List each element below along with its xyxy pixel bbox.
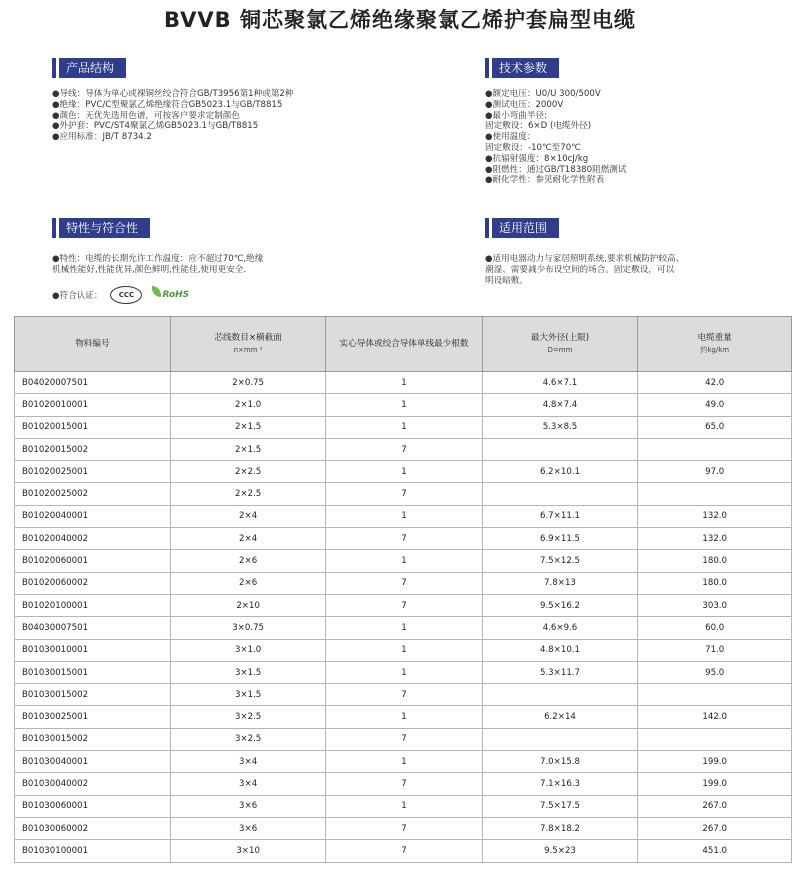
cell-cores-section: 3×4 bbox=[170, 773, 326, 795]
cell-material-code: B04030007501 bbox=[15, 617, 171, 639]
cell-material-code: B01030060002 bbox=[15, 817, 171, 839]
table-row bbox=[15, 483, 792, 505]
cell-cable-weight bbox=[638, 438, 792, 460]
structure-line: ●导线：导体为单心或裸铜丝绞合符合GB/T3956第1种或第2种 bbox=[52, 89, 294, 99]
cell-cable-weight: 42.0 bbox=[638, 372, 792, 394]
cell-max-diameter bbox=[482, 684, 638, 706]
cell-min-strands: 7 bbox=[326, 773, 482, 795]
cell-cable-weight: 180.0 bbox=[638, 572, 792, 594]
table-row bbox=[15, 550, 792, 572]
scope-line: 潮湿、需要减少布设空间的场合。固定敷设，可以 bbox=[485, 264, 675, 275]
ccc-mark-icon: CCC bbox=[110, 286, 142, 304]
cell-min-strands: 1 bbox=[326, 372, 482, 394]
cell-max-diameter: 7.5×12.5 bbox=[482, 550, 638, 572]
cell-max-diameter: 6.2×14 bbox=[482, 706, 638, 728]
header-min-strands: 实心导体或绞合导体单线最少根数 bbox=[326, 317, 482, 372]
structure-line: ●颜色：无优先选用色谱，可按客户要求定制颜色 bbox=[52, 110, 240, 121]
structure-line: ●应用标准：JB/T 8734.2 bbox=[52, 132, 152, 143]
cell-cores-section: 3×1.0 bbox=[170, 639, 326, 661]
cell-cable-weight bbox=[638, 684, 792, 706]
cell-cores-section: 3×6 bbox=[170, 795, 326, 817]
cell-material-code: B01020010001 bbox=[15, 394, 171, 416]
cell-material-code: B01030040002 bbox=[15, 773, 171, 795]
cell-material-code: B01020015001 bbox=[15, 416, 171, 438]
cell-cores-section: 3×2.5 bbox=[170, 728, 326, 750]
cell-cable-weight bbox=[638, 483, 792, 505]
cell-min-strands: 7 bbox=[326, 438, 482, 460]
cell-cable-weight: 71.0 bbox=[638, 639, 792, 661]
cell-cable-weight: 267.0 bbox=[638, 817, 792, 839]
cell-max-diameter: 4.8×10.1 bbox=[482, 639, 638, 661]
table-row bbox=[15, 617, 792, 639]
cell-max-diameter: 9.5×16.2 bbox=[482, 594, 638, 616]
features-line: ●特性：电缆的长期允许工作温度：应不超过70℃,绝缘 bbox=[52, 254, 264, 264]
cell-cores-section: 3×6 bbox=[170, 817, 326, 839]
table-row bbox=[15, 594, 792, 616]
rohs-mark-icon: RoHS bbox=[152, 290, 189, 300]
cell-min-strands: 1 bbox=[326, 706, 482, 728]
cell-cores-section: 2×10 bbox=[170, 594, 326, 616]
cell-cable-weight: 180.0 bbox=[638, 550, 792, 572]
table-row bbox=[15, 817, 792, 839]
section-heading-features: 特性与符合性 bbox=[52, 218, 150, 238]
structure-line: ●绝缘：PVC/C型聚氯乙烯绝缘符合GB5023.1与GB/T8815 bbox=[52, 99, 283, 110]
cell-min-strands: 7 bbox=[326, 572, 482, 594]
cell-cores-section: 2×4 bbox=[170, 528, 326, 550]
features-line: 机械性能好,性能优异,颜色鲜明,性能佳,使用更安全. bbox=[52, 264, 247, 275]
cell-material-code: B01030025001 bbox=[15, 706, 171, 728]
cell-min-strands: 1 bbox=[326, 661, 482, 683]
cell-min-strands: 1 bbox=[326, 461, 482, 483]
params-line: 固定敷设：-10℃至70℃ bbox=[485, 142, 581, 153]
cell-cores-section: 2×1.0 bbox=[170, 394, 326, 416]
cell-min-strands: 1 bbox=[326, 639, 482, 661]
params-line: ●最小弯曲半径: bbox=[485, 110, 547, 121]
cell-min-strands: 1 bbox=[326, 394, 482, 416]
cell-cores-section: 3×0.75 bbox=[170, 617, 326, 639]
cell-cable-weight: 199.0 bbox=[638, 773, 792, 795]
cell-cable-weight: 142.0 bbox=[638, 706, 792, 728]
features-list bbox=[52, 254, 263, 276]
cell-cores-section: 2×4 bbox=[170, 505, 326, 527]
section-heading-scope: 适用范围 bbox=[485, 218, 559, 238]
cell-cores-section: 3×4 bbox=[170, 751, 326, 773]
cell-max-diameter: 4.8×7.4 bbox=[482, 394, 638, 416]
cell-material-code: B04020007501 bbox=[15, 372, 171, 394]
cell-material-code: B01030100001 bbox=[15, 840, 171, 862]
cell-material-code: B01030015002 bbox=[15, 728, 171, 750]
cell-cores-section: 3×1.5 bbox=[170, 684, 326, 706]
cell-min-strands: 7 bbox=[326, 528, 482, 550]
cell-max-diameter: 4.6×9.6 bbox=[482, 617, 638, 639]
table-row bbox=[15, 706, 792, 728]
table-row bbox=[15, 372, 792, 394]
structure-list bbox=[52, 89, 293, 143]
table-row bbox=[15, 416, 792, 438]
cell-min-strands: 1 bbox=[326, 751, 482, 773]
cell-max-diameter: 9.5×23 bbox=[482, 840, 638, 862]
section-heading-structure: 产品结构 bbox=[52, 58, 126, 78]
cell-max-diameter: 5.3×8.5 bbox=[482, 416, 638, 438]
cell-min-strands: 7 bbox=[326, 840, 482, 862]
cell-material-code: B01020060002 bbox=[15, 572, 171, 594]
certification-row bbox=[52, 286, 189, 304]
cell-max-diameter bbox=[482, 438, 638, 460]
cell-material-code: B01030040001 bbox=[15, 751, 171, 773]
cell-material-code: B01020025001 bbox=[15, 461, 171, 483]
cell-cores-section: 3×2.5 bbox=[170, 706, 326, 728]
cell-max-diameter: 7.1×16.3 bbox=[482, 773, 638, 795]
cell-material-code: B01020040002 bbox=[15, 528, 171, 550]
cell-material-code: B01020060001 bbox=[15, 550, 171, 572]
table-row bbox=[15, 394, 792, 416]
cell-max-diameter bbox=[482, 483, 638, 505]
params-line: 固定敷设：6×D (电缆外径) bbox=[485, 121, 592, 132]
params-line: ●阻燃性：通过GB/T18380阻燃测试 bbox=[485, 164, 627, 175]
cell-material-code: B01020015002 bbox=[15, 438, 171, 460]
cell-cable-weight: 303.0 bbox=[638, 594, 792, 616]
cell-material-code: B01020040001 bbox=[15, 505, 171, 527]
params-line: ●使用温度： bbox=[485, 132, 536, 143]
table-row bbox=[15, 840, 792, 862]
header-cores-section: 芯线数目×横截面 n×mm ² bbox=[170, 317, 326, 372]
structure-line: ●外护套：PVC/ST4聚氯乙烯GB5023.1与GB/T8815 bbox=[52, 121, 259, 132]
scope-list bbox=[485, 254, 684, 286]
cell-min-strands: 7 bbox=[326, 684, 482, 706]
cell-cores-section: 2×6 bbox=[170, 550, 326, 572]
table-header-row bbox=[15, 317, 792, 372]
cell-cable-weight: 60.0 bbox=[638, 617, 792, 639]
params-line: ●测试电压：2000V bbox=[485, 99, 564, 110]
cell-min-strands: 1 bbox=[326, 416, 482, 438]
cell-material-code: B01030015002 bbox=[15, 684, 171, 706]
table-row bbox=[15, 461, 792, 483]
cell-material-code: B01020025002 bbox=[15, 483, 171, 505]
cell-min-strands: 7 bbox=[326, 817, 482, 839]
cell-max-diameter: 6.9×11.5 bbox=[482, 528, 638, 550]
table-row bbox=[15, 572, 792, 594]
cell-min-strands: 1 bbox=[326, 795, 482, 817]
cell-cable-weight: 49.0 bbox=[638, 394, 792, 416]
cell-cable-weight: 199.0 bbox=[638, 751, 792, 773]
cell-cable-weight: 95.0 bbox=[638, 661, 792, 683]
header-max-diameter: 最大外径(上限) D=mm bbox=[482, 317, 638, 372]
table-row bbox=[15, 528, 792, 550]
cell-min-strands: 1 bbox=[326, 617, 482, 639]
header-material-code: 物料编号 bbox=[15, 317, 171, 372]
cell-material-code: B01030060001 bbox=[15, 795, 171, 817]
cell-material-code: B01020100001 bbox=[15, 594, 171, 616]
cell-cable-weight: 65.0 bbox=[638, 416, 792, 438]
cell-cores-section: 2×2.5 bbox=[170, 483, 326, 505]
cell-cores-section: 2×6 bbox=[170, 572, 326, 594]
table-row bbox=[15, 795, 792, 817]
table-row bbox=[15, 661, 792, 683]
cell-max-diameter bbox=[482, 728, 638, 750]
cell-min-strands: 7 bbox=[326, 728, 482, 750]
cert-label: ●符合认证： bbox=[52, 291, 103, 301]
params-line: ●额定电压：U0/U 300/500V bbox=[485, 89, 601, 99]
cell-max-diameter: 5.3×11.7 bbox=[482, 661, 638, 683]
table-row bbox=[15, 438, 792, 460]
scope-line: 明设暗敷。 bbox=[485, 275, 528, 286]
spec-table bbox=[14, 316, 792, 863]
cell-cable-weight: 267.0 bbox=[638, 795, 792, 817]
cell-cable-weight: 132.0 bbox=[638, 505, 792, 527]
cell-cable-weight: 451.0 bbox=[638, 840, 792, 862]
cell-material-code: B01030015001 bbox=[15, 661, 171, 683]
table-row bbox=[15, 751, 792, 773]
cell-min-strands: 7 bbox=[326, 594, 482, 616]
cell-max-diameter: 7.8×13 bbox=[482, 572, 638, 594]
section-heading-params: 技术参数 bbox=[485, 58, 559, 78]
cell-cores-section: 3×1.5 bbox=[170, 661, 326, 683]
cell-material-code: B01030010001 bbox=[15, 639, 171, 661]
page-title: BVVB 铜芯聚氯乙烯绝缘聚氯乙烯护套扁型电缆 bbox=[164, 8, 636, 32]
table-row bbox=[15, 684, 792, 706]
cell-cable-weight: 97.0 bbox=[638, 461, 792, 483]
cell-max-diameter: 7.8×18.2 bbox=[482, 817, 638, 839]
cell-max-diameter: 7.0×15.8 bbox=[482, 751, 638, 773]
cell-min-strands: 7 bbox=[326, 483, 482, 505]
cell-cores-section: 2×1.5 bbox=[170, 416, 326, 438]
cell-cores-section: 2×1.5 bbox=[170, 438, 326, 460]
params-list bbox=[485, 89, 626, 186]
table-row bbox=[15, 728, 792, 750]
header-cable-weight: 电缆重量 约kg/km bbox=[638, 317, 792, 372]
table-row bbox=[15, 639, 792, 661]
cell-max-diameter: 6.7×11.1 bbox=[482, 505, 638, 527]
cell-max-diameter: 6.2×10.1 bbox=[482, 461, 638, 483]
cell-cable-weight: 132.0 bbox=[638, 528, 792, 550]
cell-min-strands: 1 bbox=[326, 550, 482, 572]
params-line: ●抗辐射强度：8×10cJ/kg bbox=[485, 153, 589, 164]
table-row bbox=[15, 773, 792, 795]
cell-cores-section: 2×0.75 bbox=[170, 372, 326, 394]
cell-max-diameter: 7.5×17.5 bbox=[482, 795, 638, 817]
params-line: ●耐化学性：参见耐化学性附表 bbox=[485, 175, 605, 186]
table-row bbox=[15, 505, 792, 527]
cell-cores-section: 2×2.5 bbox=[170, 461, 326, 483]
cell-cores-section: 3×10 bbox=[170, 840, 326, 862]
cell-max-diameter: 4.6×7.1 bbox=[482, 372, 638, 394]
cell-cable-weight bbox=[638, 728, 792, 750]
scope-line: ●适用电器动力与家居照明系统,要求机械防护较高、 bbox=[485, 254, 685, 264]
cell-min-strands: 1 bbox=[326, 505, 482, 527]
